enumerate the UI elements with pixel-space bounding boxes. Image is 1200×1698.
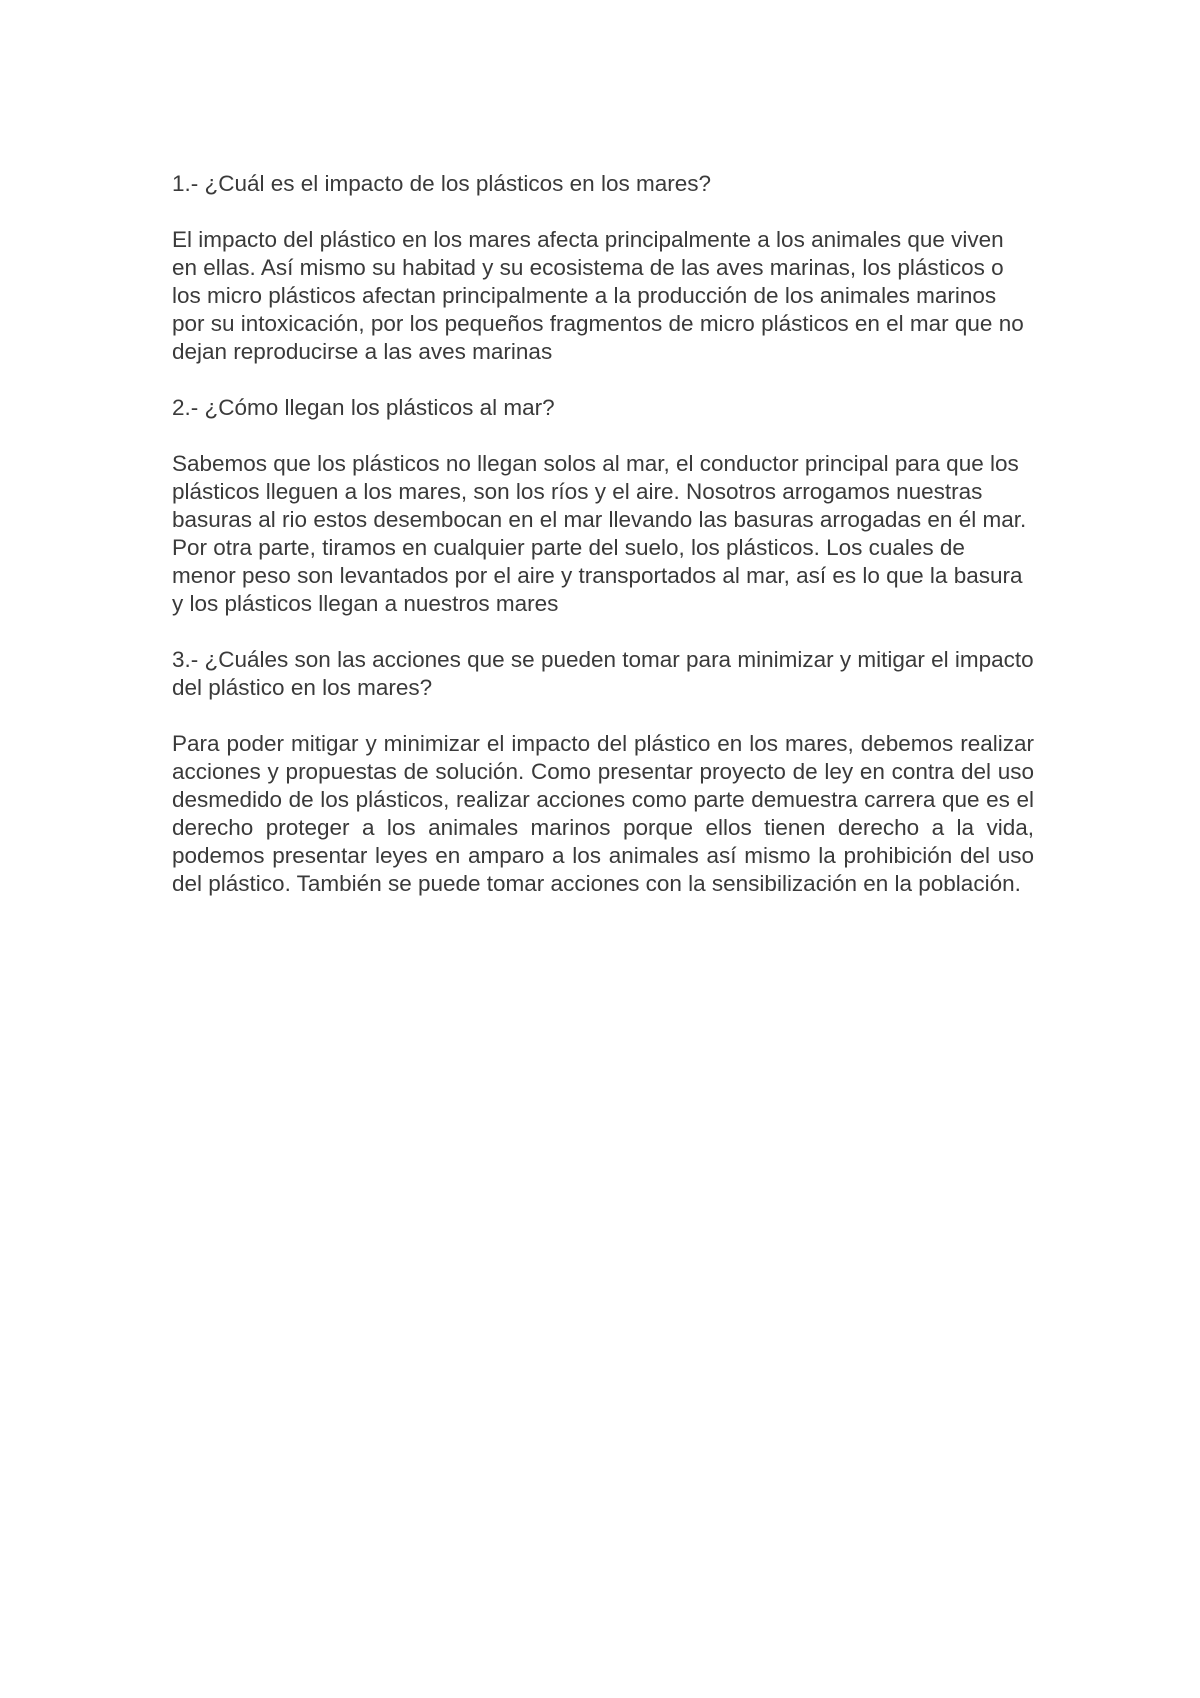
question-3: 3.- ¿Cuáles son las acciones que se pueden tomar para minimizar y mitigar el impacto del plástico en los mares?: [172, 647, 1034, 700]
section-1: [172, 170, 1034, 366]
question-2: 2.- ¿Cómo llegan los plásticos al mar?: [172, 395, 555, 420]
section-2: [172, 394, 1034, 618]
answer-1: El impacto del plástico en los mares afecta principalmente a los animales que viven en ellas. Así mismo su habitad y su ecosistema de las aves marinas, los plásticos o los micro plásticos afectan principalmente a la producción de los animales marinos por su intoxicación, por los pequeños fragmentos de micro plásticos en el mar que no dejan reproducirse a las aves marinas: [172, 227, 1024, 364]
section-3: [172, 646, 1034, 898]
answer-2: Sabemos que los plásticos no llegan solos al mar, el conductor principal para que los plásticos lleguen a los mares, son los ríos y el aire. Nosotros arrogamos nuestras basuras al rio estos desembocan en el mar llevando las basuras arrogadas en él mar. Por otra parte, tiramos en cualquier parte del suelo, los plásticos. Los cuales de menor peso son levantados por el aire y transportados al mar, así es lo que la basura y los plásticos llegan a nuestros mares: [172, 451, 1027, 616]
document-body: [172, 170, 1034, 926]
question-1: 1.- ¿Cuál es el impacto de los plásticos en los mares?: [172, 171, 711, 196]
answer-3: Para poder mitigar y minimizar el impacto del plástico en los mares, debemos realizar acciones y propuestas de solución. Como presentar proyecto de ley en contra del uso desmedido de los plásticos, realizar acciones como parte demuestra carrera que es el derecho proteger a los animales marinos porque ellos tienen derecho a la vida, podemos presentar leyes en amparo a los animales así mismo la prohibición del uso del plástico. También se puede tomar acciones con la sensibilización en la población.: [172, 731, 1034, 896]
